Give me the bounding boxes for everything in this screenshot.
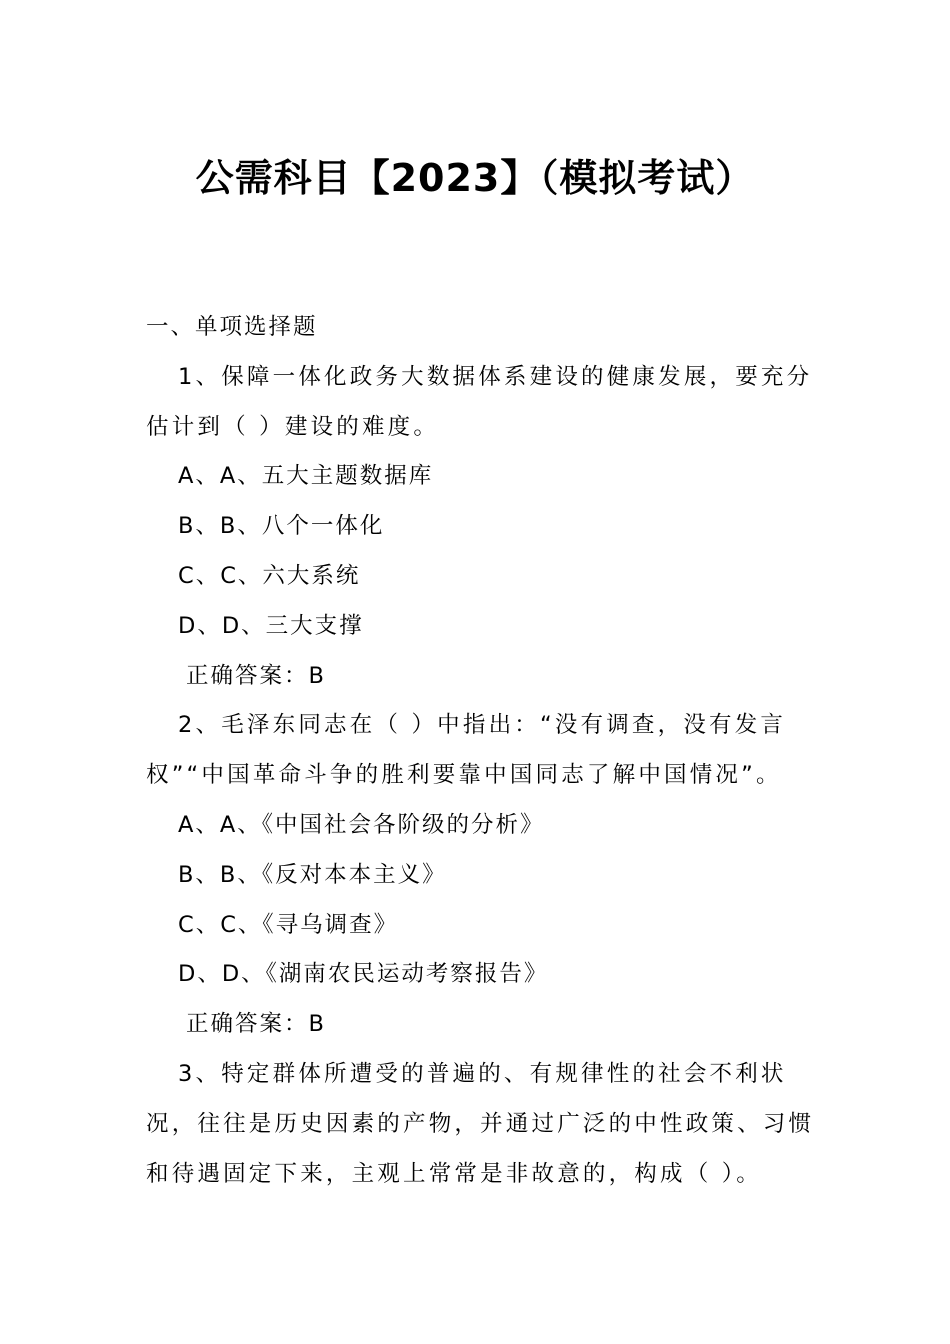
- question-1: [146, 353, 816, 702]
- question-text: 2、毛泽东同志在（ ）中指出：“没有调查，没有发言权”“中国革命斗争的胜利要靠中国同志了解中国情况”。: [146, 712, 787, 789]
- question-text: 1、保障一体化政务大数据体系建设的健康发展，要充分估计到（ ）建设的难度。: [146, 363, 813, 440]
- option-c: C、C、六大系统: [178, 562, 361, 589]
- question-2: [146, 701, 816, 1050]
- option-d: D、D、《湖南农民运动考察报告》: [178, 961, 549, 988]
- section-heading: 一、单项选择题: [146, 314, 318, 340]
- option-a: A、A、五大主题数据库: [178, 463, 434, 490]
- correct-answer: 正确答案：B: [186, 662, 326, 689]
- correct-answer: 正确答案：B: [186, 1011, 326, 1038]
- document-body: [146, 303, 816, 1199]
- option-b: B、B、《反对本本主义》: [178, 861, 447, 888]
- option-c: C、C、《寻乌调查》: [178, 911, 399, 938]
- document-title: 公需科目【2023】（模拟考试）: [195, 156, 755, 200]
- option-b: B、B、八个一体化: [178, 513, 385, 540]
- question-text: 3、特定群体所遭受的普遍的、有规律性的社会不利状况，往往是历史因素的产物，并通过广泛的中性政策、习惯和待遇固定下来，主观上常常是非故意的，构成（ ）。: [146, 1060, 815, 1187]
- option-d: D、D、三大支撑: [178, 612, 364, 639]
- question-3: [146, 1050, 816, 1199]
- option-a: A、A、《中国社会各阶级的分析》: [178, 811, 545, 838]
